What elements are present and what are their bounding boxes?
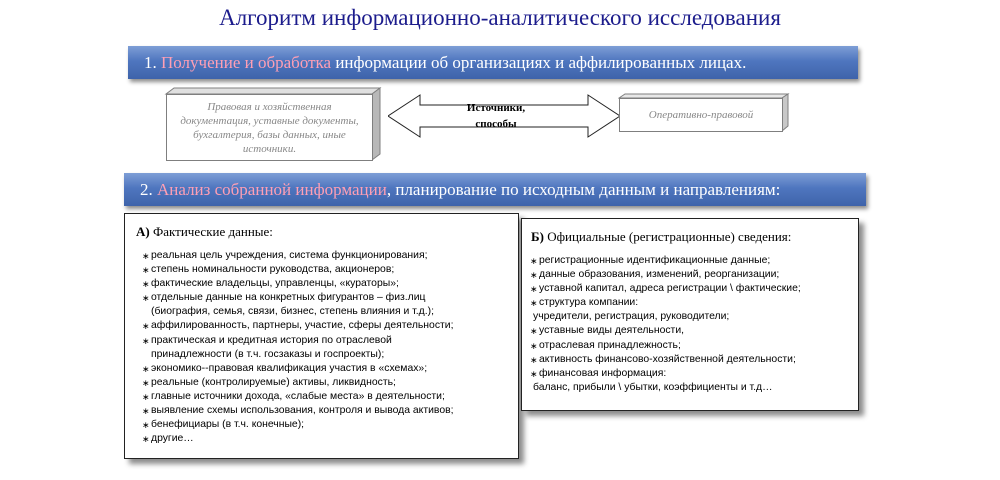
panel-b-letter: Б)	[531, 229, 544, 244]
bullet-icon: ∗	[530, 256, 538, 266]
bullet-icon: ∗	[142, 377, 150, 388]
official-data-panel	[521, 218, 859, 411]
sources-center-label	[450, 96, 542, 136]
step-2-banner	[124, 173, 866, 206]
list-item: ∗ активность финансово-хозяйственной деятельности;	[530, 353, 855, 367]
bullet-icon: ∗	[530, 270, 538, 281]
sources-center-line1: Источники,	[466, 102, 526, 114]
list-item: ∗ реальные (контролируемые) активы, ликвидность;	[142, 376, 514, 390]
list-item: ∗ отраслевая принадлежность;	[530, 339, 855, 353]
panel-b-list	[530, 254, 855, 395]
list-item-continuation: (биография, семья, связи, бизнес, степень влияния и т.д.);	[151, 306, 434, 318]
list-item: ∗ другие…	[142, 432, 514, 446]
bullet-icon: ∗	[142, 293, 150, 304]
list-item: ∗ регистрационные идентификационные данные;	[530, 254, 855, 268]
list-item: ∗ уставные виды деятельности,	[530, 324, 855, 338]
sources-right-box	[618, 93, 790, 133]
panel-a-letter: А)	[136, 224, 150, 239]
bullet-icon: ∗	[142, 406, 150, 417]
list-item: ∗ данные образования, изменений, реорганизации;	[530, 268, 855, 282]
step-2-text: , планирование по исходным данным и направлениям:	[386, 180, 781, 199]
sources-right-text: Оперативно-правовой	[619, 98, 783, 132]
bullet-icon: ∗	[142, 251, 150, 261]
list-item: ∗ практическая и кредитная история по отраслевой	[142, 334, 514, 348]
bullet-icon: ∗	[530, 340, 538, 351]
list-item: ∗ выявление схемы использования, контроля и вывода активов;	[142, 404, 514, 418]
bullet-icon: ∗	[530, 354, 538, 365]
list-item-continuation: принадлежности (в т.ч. госзаказы и госпроекты);	[151, 348, 385, 360]
list-item: ∗ реальная цель учреждения, система функционирования;	[142, 249, 514, 263]
list-item: ∗ главные источники дохода, «слабые места» в деятельности;	[142, 390, 514, 404]
step-1-text: информации об организациях и аффилированных лицах.	[335, 53, 747, 72]
bullet-icon: ∗	[142, 321, 150, 332]
list-item: ∗ экономико--правовая квалификация участия в «схемах»;	[142, 362, 514, 376]
list-item: ∗ фактические владельцы, управленцы, «кураторы»;	[142, 277, 514, 291]
panel-b-heading: Официальные (регистрационные) сведения:	[547, 229, 792, 244]
list-item: ∗ отдельные данные на конкретных фигурантов – физ.лиц	[142, 291, 514, 305]
bullet-icon: ∗	[530, 298, 538, 309]
list-item: ∗ степень номинальности руководства, акционеров;	[142, 263, 514, 277]
bullet-icon: ∗	[530, 326, 538, 337]
list-item-continuation: баланс, прибыли \ убытки, коэффициенты и т.д…	[533, 381, 773, 393]
panel-b-title	[531, 229, 791, 245]
panel-a-heading: Фактические данные:	[152, 224, 273, 239]
step-2-highlight: Анализ собранной информации	[157, 180, 387, 199]
panel-a-list	[142, 249, 514, 446]
bullet-icon: ∗	[142, 391, 150, 402]
list-item: ∗ бенефициары (в т.ч. конечные);	[142, 418, 514, 432]
list-item: ∗ аффилированность, партнеры, участие, сферы деятельности;	[142, 319, 514, 333]
bullet-icon: ∗	[142, 420, 150, 431]
bullet-icon: ∗	[142, 265, 150, 276]
step-1-banner	[128, 46, 858, 79]
list-item: ∗ структура компании:	[530, 296, 855, 310]
sources-left-box	[164, 86, 382, 162]
step-1-number: 1.	[144, 53, 157, 72]
bullet-icon: ∗	[142, 363, 150, 374]
step-1-highlight: Получение и обработка	[161, 53, 332, 72]
sources-left-text: Правовая и хозяйственная документация, уставные документы, бухгалтерия, базы данных, иные источники.	[166, 94, 373, 161]
bullet-icon: ∗	[142, 434, 150, 445]
bullet-icon: ∗	[530, 368, 538, 379]
bullet-icon: ∗	[530, 284, 538, 295]
panel-a-title	[136, 224, 273, 240]
list-item: ∗ уставной капитал, адреса регистрации \ фактические;	[530, 282, 855, 296]
sources-center-line2: способы	[475, 118, 517, 130]
factual-data-panel	[124, 213, 519, 459]
bullet-icon: ∗	[142, 279, 150, 290]
list-item: ∗ финансовая информация:	[530, 367, 855, 381]
bullet-icon: ∗	[142, 335, 150, 346]
list-item-continuation: учредители, регистрация, руководители;	[533, 311, 730, 323]
step-2-number: 2.	[140, 180, 153, 199]
page-title: Алгоритм информационно-аналитического исследования	[219, 5, 781, 30]
